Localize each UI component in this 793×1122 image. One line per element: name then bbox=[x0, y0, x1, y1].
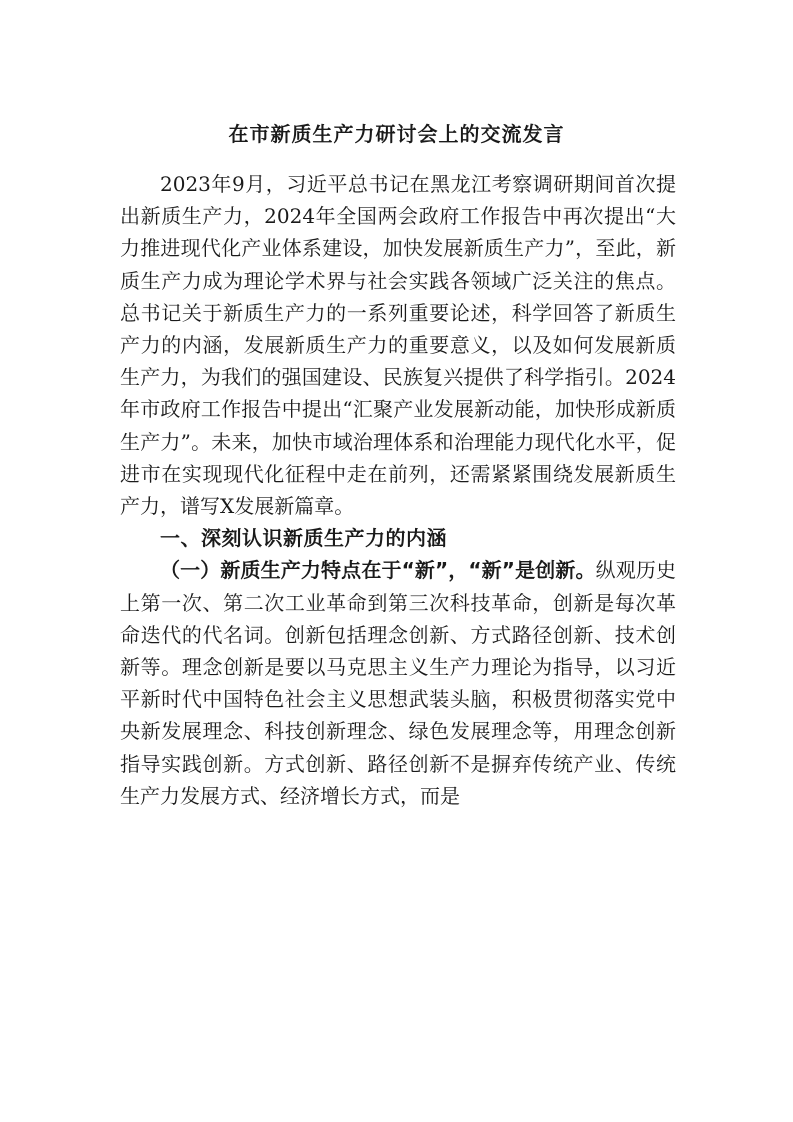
subsection-paragraph bbox=[120, 554, 676, 812]
section-heading: 一、深刻认识新质生产力的内涵 bbox=[160, 526, 447, 551]
subsection-lead: （一）新质生产力特点在于“新”，“新”是创新。 bbox=[160, 558, 596, 583]
document-title: 在市新质生产力研讨会上的交流发言 bbox=[228, 122, 565, 146]
subsection-body: 纵观历史上第一次、第二次工业革命到第三次科技革命，创新是每次革命迭代的代名词。创新包括理念创新、方式路径创新、技术创新等。理念创新是要以马克思主义生产力理论为指导，以习近平新时代中国特色社会主义思想武装头脑，积极贯彻落实党中央新发展理念、科技创新理念、绿色发展理念等，用理念创新指导实践创新。方式创新、路径创新不是摒弃传统产业、传统生产力发展方式、经济增长方式，而是 bbox=[120, 558, 677, 808]
document-body bbox=[120, 168, 676, 812]
intro-paragraph: 2023年9月，习近平总书记在黑龙江考察调研期间首次提出新质生产力，2024年全国两会政府工作报告中再次提出“大力推进现代化产业体系建设，加快发展新质生产力”，至此，新质生产力成为理论学术界与社会实践各领域广泛关注的焦点。总书记关于新质生产力的一系列重要论述，科学回答了新质生产力的内涵，发展新质生产力的重要意义，以及如何发展新质生产力，为我们的强国建设、民族复兴提供了科学指引。2024年市政府工作报告中提出“汇聚产业发展新动能，加快形成新质生产力”。未来，加快市域治理体系和治理能力现代化水平，促进市在实现现代化征程中走在前列，还需紧紧围绕发展新质生产力，谱写X发展新篇章。 bbox=[120, 172, 676, 519]
